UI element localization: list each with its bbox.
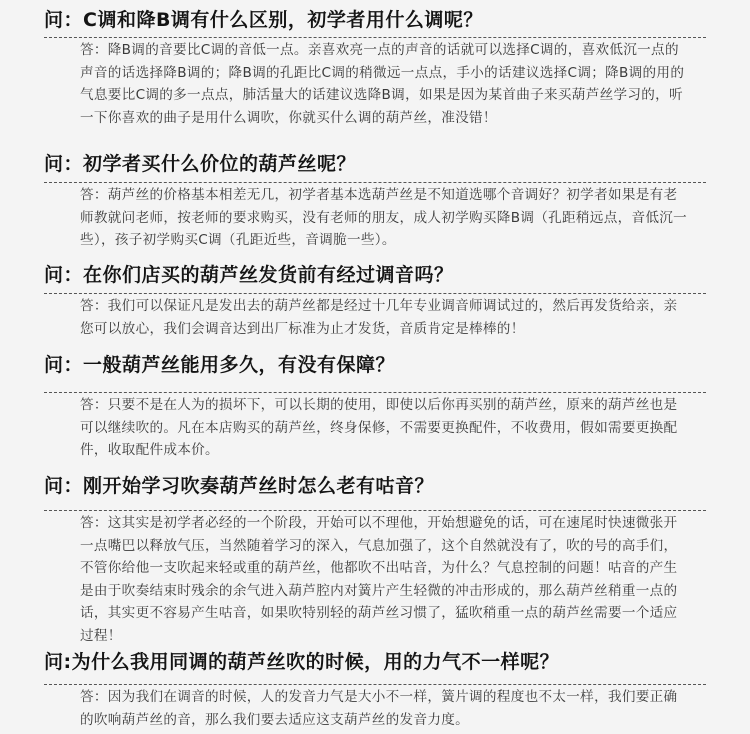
dashed-divider bbox=[44, 392, 706, 393]
faq-question: 问：初学者买什么价位的葫芦丝呢？ bbox=[44, 153, 357, 175]
faq-answer: 答：我们可以保证凡是发出去的葫芦丝都是经过十几年专业调音师调试过的，然后再发货给亲，亲您可以放心，我们会调音达到出厂标准为止才发货，音质肯定是棒棒的！ bbox=[80, 298, 678, 337]
faq-question: 问：刚开始学习吹奏葫芦丝时怎么老有咕音？ bbox=[44, 475, 435, 497]
faq-answer: 答：因为我们在调音的时候，人的发音力气是大小不一样，簧片调的程度也不太一样，我们要正确的吹响葫芦丝的音，那么我们要去适应这支葫芦丝的发音力度。 bbox=[80, 689, 678, 728]
dashed-divider bbox=[44, 37, 706, 38]
faq-question: 问：C调和降B调有什么区别，初学者用什么调呢？ bbox=[44, 9, 483, 31]
faq-answer: 答：只要不是在人为的损坏下，可以长期的使用，即使以后你再买别的葫芦丝，原来的葫芦丝也是可以继续吹的。凡在本店购买的葫芦丝，终身保修，不需要更换配件，不收费用，假如需要更换配件，收取配件成本价。 bbox=[80, 397, 678, 458]
faq-answer: 答：葫芦丝的价格基本相差无几，初学者基本选葫芦丝是不知道选哪个音调好？初学者如果是有老师教就问老师，按老师的要求购买，没有老师的朋友，成人初学购买降B调（孔距稍远点，音低沉一些），孩子初学购买C调（孔距近些，音调脆一些）。 bbox=[80, 187, 688, 248]
dashed-divider bbox=[44, 182, 706, 183]
dashed-divider bbox=[44, 510, 706, 511]
faq-question: 问:为什么我用同调的葫芦丝吹的时候，用的力气不一样呢？ bbox=[44, 651, 560, 673]
faq-question: 问：一般葫芦丝能用多久，有没有保障？ bbox=[44, 354, 396, 376]
dashed-divider bbox=[44, 684, 706, 685]
faq-answer: 答：这其实是初学者必经的一个阶段，开始可以不理他，开始想避免的话，可在速尾时快速微张开一点嘴巴以释放气压，当然随着学习的深入，气息加强了，这个自然就没有了，吹的号的高手们，不管你给他一支吹起来轻或重的葫芦丝，他都吹不出咕音，为什么？气息控制的问题！咕音的产生是由于吹奏结束时残余的余气进入葫芦腔内对簧片产生轻微的冲击形成的，那么葫芦丝稍重一点的话，其实更不容易产生咕音，如果吹特别轻的葫芦丝习惯了，猛吹稍重一点的葫芦丝需要一个适应过程！ bbox=[80, 515, 678, 644]
faq-question: 问：在你们店买的葫芦丝发货前有经过调音吗？ bbox=[44, 264, 454, 286]
faq-answer: 答：降B调的音要比C调的音低一点。亲喜欢亮一点的声音的话就可以选择C调的，喜欢低沉一点的声音的话选择降B调的；降B调的孔距比C调的稍微远一点点，手小的话建议选择C调；降B调的用的气息要比C调的多一点点，肺活量大的话建议选降B调，如果是因为某首曲子来买葫芦丝学习的，听一下你喜欢的曲子是用什么调吹，你就买什么调的葫芦丝，准没错！ bbox=[80, 42, 685, 126]
dashed-divider bbox=[44, 293, 706, 294]
